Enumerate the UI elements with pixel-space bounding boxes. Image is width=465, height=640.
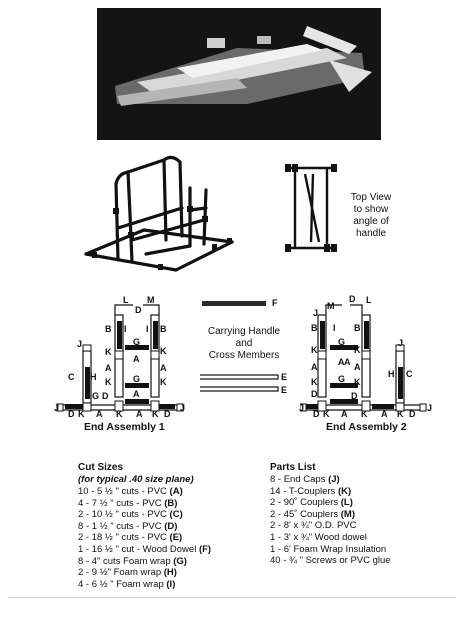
part-label: D xyxy=(313,409,320,419)
part-label: K xyxy=(78,409,85,419)
part-label: D xyxy=(409,409,416,419)
list-item: 40 - ¾ " Screws or PVC glue xyxy=(270,555,391,567)
list-item: 1 - 3' x ¾" Wood dowel xyxy=(270,531,367,543)
part-label: K xyxy=(311,377,318,387)
caption-line: Top View xyxy=(350,192,392,203)
part-label: K xyxy=(354,377,361,387)
caption-line: and xyxy=(235,338,253,349)
part-label: G xyxy=(338,374,346,384)
part-label: M xyxy=(327,301,335,311)
list-item: 8 - 1 ½ " cuts - PVC (D) xyxy=(78,520,178,532)
caption-line: to show xyxy=(353,204,389,215)
list-item: 4 - 6 ½ " Foam wrap (I) xyxy=(78,578,176,590)
part-label: K xyxy=(323,409,330,419)
part-label: J xyxy=(398,338,404,348)
list-item: 2 - 8' x ¾" O.D. PVC xyxy=(270,520,357,532)
part-label: J xyxy=(427,403,433,413)
part-label: I xyxy=(146,324,149,334)
parts-list-title: Parts List xyxy=(270,462,316,473)
parts-list-section xyxy=(270,462,450,567)
part-label: A xyxy=(381,409,388,419)
list-item: 2 - 18 ½ " cuts - PVC (E) xyxy=(78,532,183,544)
part-label: A xyxy=(133,389,140,399)
part-label: A xyxy=(341,409,348,419)
part-label: K xyxy=(152,409,159,419)
part-label: K xyxy=(354,345,361,355)
part-label: E xyxy=(281,372,288,382)
part-label: H xyxy=(90,372,97,382)
assembly-1-bottom-labels xyxy=(54,391,188,419)
part-label: A xyxy=(96,409,103,419)
assembly-2-bottom-labels xyxy=(299,391,433,419)
part-label: A xyxy=(136,409,143,419)
caption-line: Carrying Handle xyxy=(207,326,281,337)
part-label: D xyxy=(102,391,109,401)
part-label: F xyxy=(272,298,278,308)
top-view-caption xyxy=(340,192,402,240)
list-item: 8 - 4" cuts Foam wrap (G) xyxy=(78,555,187,567)
list-item: 2 - 90˚ Couplers (L) xyxy=(270,497,353,509)
cut-sizes-list xyxy=(78,486,256,590)
part-label: K xyxy=(160,377,167,387)
part-label: G xyxy=(133,374,141,384)
part-label: J xyxy=(180,403,186,413)
part-label: E xyxy=(281,385,288,395)
list-item: 14 - T-Couplers (K) xyxy=(270,485,352,497)
part-label: K xyxy=(397,409,404,419)
list-item: 1 - 6' Foam Wrap Insulation xyxy=(270,543,387,555)
part-label: G xyxy=(338,337,346,347)
part-label: B xyxy=(160,324,167,334)
list-item: 10 - 5 ½ " cuts - PVC (A) xyxy=(78,486,183,497)
part-label: C xyxy=(406,369,413,379)
part-label: D xyxy=(351,391,358,401)
cut-sizes-subtitle: (for typical .40 size plane) xyxy=(78,474,194,485)
frame-perspective-drawing xyxy=(72,150,242,272)
carrying-caption xyxy=(196,326,292,362)
end-assembly-1-title: End Assembly 1 xyxy=(84,421,165,433)
bottom-divider xyxy=(8,597,456,598)
part-label: A xyxy=(338,357,345,367)
list-item: 1 - 16 ½ " cut - Wood Dowel (F) xyxy=(78,543,212,555)
part-label: B xyxy=(354,323,361,333)
parts-list xyxy=(270,474,450,567)
part-label: A xyxy=(160,363,167,373)
plane-photo-illustration xyxy=(97,8,381,140)
part-label: J xyxy=(54,403,60,413)
part-label: A xyxy=(105,363,112,373)
part-label: H xyxy=(388,369,395,379)
part-label: J xyxy=(313,308,319,318)
part-label: D xyxy=(164,409,171,419)
photo-plane-on-stand xyxy=(97,8,381,140)
part-label: M xyxy=(147,295,155,305)
cut-sizes-title: Cut Sizes xyxy=(78,462,124,473)
part-label: K xyxy=(361,409,368,419)
part-label: D xyxy=(349,294,356,304)
part-label: D xyxy=(68,409,75,419)
part-label: K xyxy=(160,346,167,356)
part-label: B xyxy=(105,324,112,334)
part-label: K xyxy=(105,347,112,357)
part-label: A xyxy=(354,362,361,372)
part-label: A xyxy=(311,362,318,372)
part-label: I xyxy=(124,324,127,334)
part-label: C xyxy=(68,372,75,382)
list-item: 2 - 45˚ Couplers (M) xyxy=(270,508,356,520)
caption-line: Cross Members xyxy=(208,350,280,361)
part-label: L xyxy=(366,295,372,305)
cut-sizes-section xyxy=(78,462,256,590)
list-item: 2 - 9 ½" Foam wrap (H) xyxy=(78,567,177,579)
part-label: I xyxy=(333,323,336,333)
end-assembly-2-title: End Assembly 2 xyxy=(326,421,407,433)
part-label: D xyxy=(135,305,142,315)
part-label: G xyxy=(92,391,100,401)
part-label: D xyxy=(311,389,318,399)
part-label: A xyxy=(133,354,140,364)
part-label: G xyxy=(133,337,141,347)
part-label: A xyxy=(344,357,351,367)
part-label: K xyxy=(311,345,318,355)
part-label: K xyxy=(116,409,123,419)
top-view-drawing xyxy=(283,160,339,256)
list-item: 8 - End Caps (J) xyxy=(270,474,340,485)
part-label: L xyxy=(123,295,129,305)
part-label: K xyxy=(105,377,112,387)
caption-line: angle of handle xyxy=(353,216,389,239)
part-label: J xyxy=(299,403,305,413)
part-label: B xyxy=(311,323,318,333)
list-item: 2 - 10 ½ " cuts - PVC (C) xyxy=(78,509,183,521)
part-label: J xyxy=(77,339,83,349)
list-item: 4 - 7 ½ " cuts - PVC (B) xyxy=(78,497,178,509)
